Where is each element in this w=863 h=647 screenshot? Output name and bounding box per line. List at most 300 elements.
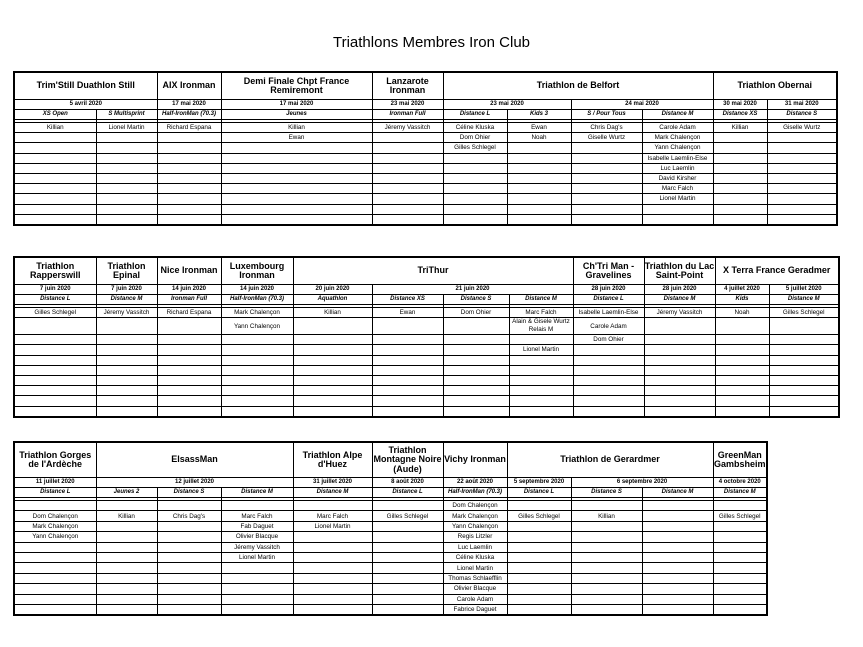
participant-cell xyxy=(372,386,443,396)
participant-cell xyxy=(293,375,372,385)
participant-cell xyxy=(642,511,713,521)
participant-cell xyxy=(713,173,767,183)
participant-cell xyxy=(14,153,96,163)
participant-cell xyxy=(767,153,837,163)
participant-cell xyxy=(157,133,221,143)
event-date: 23 mai 2020 xyxy=(443,100,571,110)
participant-cell: Marc Falch xyxy=(293,511,372,521)
participant-cell xyxy=(713,563,767,573)
event-date: 21 juin 2020 xyxy=(372,285,573,295)
participant-cell xyxy=(372,604,443,615)
participant-row xyxy=(14,184,837,194)
participant-cell: Chris Dag's xyxy=(157,511,221,521)
participant-cell xyxy=(507,143,571,153)
participant-row xyxy=(14,355,839,365)
participant-cell: Olivier Blacque xyxy=(443,584,507,594)
participant-cell xyxy=(157,552,221,562)
participant-cell xyxy=(644,355,715,365)
participant-cell xyxy=(509,335,573,345)
participant-cell xyxy=(713,133,767,143)
participant-cell xyxy=(507,542,571,552)
event-header-luxembourg-ironman: Luxembourg Ironman xyxy=(221,257,293,285)
participant-cell xyxy=(221,355,293,365)
participant-cell: Richard Espana xyxy=(157,308,221,318)
distance-type: Distance S xyxy=(157,488,221,498)
participant-cell xyxy=(96,133,157,143)
participant-cell xyxy=(372,532,443,542)
event-header-nice-ironman: Nice Ironman xyxy=(157,257,221,285)
participant-cell xyxy=(571,604,642,615)
participant-cell xyxy=(715,386,769,396)
participant-cell xyxy=(644,375,715,385)
participant-cell xyxy=(443,386,509,396)
participant-cell xyxy=(507,153,571,163)
participant-cell: Olivier Blacque xyxy=(221,532,293,542)
participant-cell xyxy=(293,584,372,594)
participant-cell xyxy=(769,386,839,396)
participant-cell xyxy=(571,184,642,194)
participant-cell: Killian xyxy=(713,123,767,133)
participant-cell xyxy=(571,532,642,542)
distance-type: Ironman Full xyxy=(372,110,443,120)
distance-type: Distance XS xyxy=(713,110,767,120)
participant-cell xyxy=(96,214,157,225)
event-header-trim-still-duathlon-still: Trim'Still Duathlon Still xyxy=(14,72,157,100)
participant-cell xyxy=(713,153,767,163)
participant-cell xyxy=(96,204,157,214)
participant-cell xyxy=(715,355,769,365)
participant-cell: Lionel Martin xyxy=(642,194,713,204)
participant-cell xyxy=(443,365,509,375)
participant-cell xyxy=(221,153,372,163)
participant-cell xyxy=(157,375,221,385)
participant-cell xyxy=(157,604,221,615)
participant-cell xyxy=(507,204,571,214)
distance-type: Half-IronMan (70.3) xyxy=(157,110,221,120)
participant-cell xyxy=(157,163,221,173)
participant-cell xyxy=(443,163,507,173)
participant-row xyxy=(14,308,839,318)
participant-cell xyxy=(157,584,221,594)
participant-cell xyxy=(507,552,571,562)
participant-cell: Dom Ohier xyxy=(443,308,509,318)
event-header-aix-ironman: AIX Ironman xyxy=(157,72,221,100)
distance-type: Distance M xyxy=(713,488,767,498)
participant-cell xyxy=(713,184,767,194)
participant-cell xyxy=(509,396,573,406)
participant-cell xyxy=(644,406,715,417)
participant-cell xyxy=(767,163,837,173)
distance-type: Kids 3 xyxy=(507,110,571,120)
participant-cell xyxy=(96,532,157,542)
participant-cell xyxy=(14,214,96,225)
participant-cell xyxy=(96,184,157,194)
participant-cell: Carole Adam xyxy=(642,123,713,133)
events-table-1 xyxy=(13,71,838,226)
participant-row xyxy=(14,335,839,345)
event-date: 8 août 2020 xyxy=(372,478,443,488)
participant-cell: Yann Chalençon xyxy=(221,318,293,335)
distance-type: Distance M xyxy=(221,488,293,498)
event-header-triathlon-alpe-d-huez: Triathlon Alpe d'Huez xyxy=(293,442,372,478)
participant-cell xyxy=(221,386,293,396)
participant-cell xyxy=(372,396,443,406)
page-title: Triathlons Membres Iron Club xyxy=(332,34,530,51)
participant-row xyxy=(14,521,767,531)
participant-cell: Carole Adam xyxy=(443,594,507,604)
participant-cell xyxy=(157,406,221,417)
participant-row xyxy=(14,204,837,214)
participant-cell xyxy=(14,163,96,173)
participant-cell xyxy=(507,214,571,225)
event-date: 31 juillet 2020 xyxy=(293,478,372,488)
participant-cell xyxy=(157,143,221,153)
participant-cell: Jéremy Vassitch xyxy=(221,542,293,552)
event-header-triathlon-montagne-noire-aude: Triathlon Montagne Noire (Aude) xyxy=(372,442,443,478)
event-header-demi-finale-chpt-france-remiremont: Demi Finale Chpt France Remiremont xyxy=(221,72,372,100)
participant-cell: Giselle Wurtz xyxy=(571,133,642,143)
participant-cell: Marc Falch xyxy=(642,184,713,194)
participant-cell xyxy=(767,143,837,153)
participant-cell: Mark Chalençon xyxy=(642,133,713,143)
distance-type: XS Open xyxy=(14,110,96,120)
participant-cell xyxy=(372,173,443,183)
participant-cell xyxy=(713,163,767,173)
event-header-ch-tri-man-gravelines: Ch'Tri Man - Gravelines xyxy=(573,257,644,285)
participant-cell xyxy=(372,345,443,355)
participant-cell xyxy=(644,335,715,345)
participant-row xyxy=(14,563,767,573)
participant-cell xyxy=(14,184,96,194)
participant-cell xyxy=(644,365,715,375)
participant-cell xyxy=(767,173,837,183)
participant-cell xyxy=(507,501,571,511)
participant-cell xyxy=(157,386,221,396)
event-header-lanzarote-ironman: Lanzarote Ironman xyxy=(372,72,443,100)
participant-cell xyxy=(767,133,837,143)
participant-cell xyxy=(372,153,443,163)
participant-cell: Gilles Schlegel xyxy=(372,511,443,521)
participant-cell xyxy=(509,375,573,385)
participant-cell: Céline Kluska xyxy=(443,123,507,133)
participant-row xyxy=(14,173,837,183)
distance-type: Distance M xyxy=(293,488,372,498)
participant-cell xyxy=(713,204,767,214)
event-header-x-terra-france-geradmer: X Terra France Geradmer xyxy=(715,257,839,285)
participant-cell xyxy=(293,532,372,542)
event-header-triathlon-epinal: Triathlon Epinal xyxy=(96,257,157,285)
event-date: 20 juin 2020 xyxy=(293,285,372,295)
distance-type: Distance XS xyxy=(372,295,443,305)
participant-row xyxy=(14,143,837,153)
event-header-triathlon-de-gerardmer: Triathlon de Gerardmer xyxy=(507,442,713,478)
distance-type: Jeunes 2 xyxy=(96,488,157,498)
event-date: 5 avril 2020 xyxy=(14,100,157,110)
participant-cell xyxy=(96,345,157,355)
participant-cell xyxy=(221,214,372,225)
participant-cell: Giselle Wurtz xyxy=(767,123,837,133)
participant-cell xyxy=(507,521,571,531)
participant-cell xyxy=(96,355,157,365)
participant-cell xyxy=(372,355,443,365)
event-header-triathlon-gorges-de-l-ardeche: Triathlon Gorges de l'Ardèche xyxy=(14,442,96,478)
participant-cell: Gilles Schlegel xyxy=(507,511,571,521)
distance-type: Distance L xyxy=(372,488,443,498)
participant-cell: Jéremy Vassitch xyxy=(644,308,715,318)
participant-cell xyxy=(14,584,96,594)
participant-cell xyxy=(644,396,715,406)
participant-cell xyxy=(14,542,96,552)
participant-cell xyxy=(443,204,507,214)
participant-cell xyxy=(573,406,644,417)
distance-type: Distance S xyxy=(443,295,509,305)
participant-cell xyxy=(642,552,713,562)
participant-cell xyxy=(14,355,96,365)
participant-cell xyxy=(769,365,839,375)
participant-cell xyxy=(221,184,372,194)
participant-row xyxy=(14,501,767,511)
event-header-trithur: TriThur xyxy=(293,257,573,285)
participant-cell xyxy=(372,594,443,604)
event-header-triathlon-du-lac-saint-point: Triathlon du Lac Saint-Point xyxy=(644,257,715,285)
participant-cell xyxy=(221,375,293,385)
participant-cell xyxy=(221,604,293,615)
participant-cell xyxy=(157,563,221,573)
participant-cell xyxy=(221,584,293,594)
participant-cell xyxy=(221,204,372,214)
participant-cell xyxy=(507,194,571,204)
participant-cell xyxy=(293,386,372,396)
participant-cell xyxy=(642,604,713,615)
participant-cell xyxy=(157,184,221,194)
event-date: 12 juillet 2020 xyxy=(96,478,293,488)
participant-cell: Yann Chalençon xyxy=(642,143,713,153)
event-date: 5 juillet 2020 xyxy=(769,285,839,295)
participant-cell xyxy=(715,375,769,385)
participant-row xyxy=(14,552,767,562)
participant-cell: Noah xyxy=(507,133,571,143)
distance-type: Kids xyxy=(715,295,769,305)
distance-type: Ironman Full xyxy=(157,295,221,305)
event-date: 14 juin 2020 xyxy=(157,285,221,295)
participant-row xyxy=(14,406,839,417)
participant-cell xyxy=(221,396,293,406)
participant-cell: Ewan xyxy=(507,123,571,133)
participant-cell xyxy=(96,386,157,396)
participant-row xyxy=(14,396,839,406)
distance-type: Half-IronMan (70.3) xyxy=(443,488,507,498)
event-date: 24 mai 2020 xyxy=(571,100,713,110)
participant-cell xyxy=(14,345,96,355)
participant-row xyxy=(14,594,767,604)
participant-cell xyxy=(293,318,372,335)
participant-cell xyxy=(769,355,839,365)
participant-cell xyxy=(14,194,96,204)
participant-row xyxy=(14,375,839,385)
participant-cell xyxy=(713,542,767,552)
participant-cell xyxy=(14,396,96,406)
event-date: 30 mai 2020 xyxy=(713,100,767,110)
participant-cell xyxy=(769,318,839,335)
participant-cell xyxy=(221,163,372,173)
participant-cell xyxy=(293,501,372,511)
participant-cell xyxy=(157,365,221,375)
participant-cell xyxy=(14,573,96,583)
participant-cell xyxy=(14,375,96,385)
participant-cell xyxy=(769,396,839,406)
participant-row xyxy=(14,365,839,375)
participant-cell: Dom Ohier xyxy=(443,133,507,143)
participant-cell xyxy=(157,573,221,583)
participant-cell xyxy=(713,552,767,562)
participant-cell: Regis Litzler xyxy=(443,532,507,542)
participant-row xyxy=(14,214,837,225)
event-date: 7 juin 2020 xyxy=(14,285,96,295)
participant-cell: Jéremy Vassitch xyxy=(96,308,157,318)
participant-cell xyxy=(14,143,96,153)
participant-cell xyxy=(221,194,372,204)
distance-type: Distance L xyxy=(573,295,644,305)
participant-cell xyxy=(507,594,571,604)
participant-cell xyxy=(372,563,443,573)
participant-cell: Isabelle Laemlin-Else xyxy=(573,308,644,318)
participant-cell xyxy=(573,355,644,365)
participant-cell xyxy=(293,355,372,365)
participant-cell xyxy=(96,584,157,594)
participant-cell: Killian xyxy=(221,123,372,133)
event-date: 4 juillet 2020 xyxy=(715,285,769,295)
participant-cell xyxy=(157,501,221,511)
participant-cell xyxy=(443,173,507,183)
participant-cell xyxy=(293,406,372,417)
event-date: 17 mai 2020 xyxy=(157,100,221,110)
participant-cell: Gilles Schlegel xyxy=(443,143,507,153)
event-header-vichy-ironman: Vichy Ironman xyxy=(443,442,507,478)
participant-cell xyxy=(14,365,96,375)
event-date: 28 juin 2020 xyxy=(573,285,644,295)
participant-cell xyxy=(96,194,157,204)
event-date: 28 juin 2020 xyxy=(644,285,715,295)
participant-cell xyxy=(372,375,443,385)
participant-cell xyxy=(713,604,767,615)
participant-cell xyxy=(507,563,571,573)
participant-cell: Killian xyxy=(571,511,642,521)
participant-cell xyxy=(157,521,221,531)
participant-cell xyxy=(157,335,221,345)
participant-cell xyxy=(573,386,644,396)
participant-cell: Carole Adam xyxy=(573,318,644,335)
participant-cell xyxy=(573,345,644,355)
participant-cell xyxy=(372,184,443,194)
participant-cell xyxy=(221,563,293,573)
participant-cell: Gilles Schlegel xyxy=(769,308,839,318)
event-date: 7 juin 2020 xyxy=(96,285,157,295)
participant-cell: Ewan xyxy=(221,133,372,143)
event-date: 31 mai 2020 xyxy=(767,100,837,110)
participant-cell xyxy=(715,345,769,355)
participant-cell: Ewan xyxy=(372,308,443,318)
participant-cell xyxy=(571,521,642,531)
participant-cell xyxy=(14,552,96,562)
participant-cell xyxy=(157,204,221,214)
participant-cell xyxy=(713,594,767,604)
participant-cell xyxy=(713,573,767,583)
participant-cell xyxy=(157,194,221,204)
participant-cell xyxy=(642,584,713,594)
participant-cell: Mark Chalençon xyxy=(221,308,293,318)
participant-cell xyxy=(372,133,443,143)
participant-row xyxy=(14,153,837,163)
participant-cell xyxy=(715,335,769,345)
participant-cell: Killian xyxy=(96,511,157,521)
participant-row xyxy=(14,573,767,583)
participant-cell xyxy=(571,143,642,153)
participant-cell xyxy=(715,406,769,417)
participant-cell: Luc Laemlin xyxy=(642,163,713,173)
participant-cell xyxy=(571,163,642,173)
participant-cell xyxy=(221,335,293,345)
participant-cell: Richard Espana xyxy=(157,123,221,133)
participant-cell xyxy=(372,584,443,594)
participant-cell xyxy=(644,318,715,335)
participant-cell xyxy=(157,542,221,552)
participant-cell xyxy=(507,532,571,542)
participant-cell xyxy=(571,552,642,562)
participant-cell xyxy=(14,501,96,511)
distance-type: Distance M xyxy=(642,488,713,498)
distance-type: Distance L xyxy=(14,295,96,305)
distance-type: Distance M xyxy=(96,295,157,305)
distance-type: Distance L xyxy=(443,110,507,120)
participant-cell xyxy=(157,355,221,365)
participant-cell xyxy=(96,521,157,531)
participant-cell xyxy=(644,345,715,355)
participant-cell xyxy=(443,153,507,163)
distance-type: Jeunes xyxy=(221,110,372,120)
participant-cell xyxy=(96,604,157,615)
participant-cell xyxy=(96,318,157,335)
participant-cell xyxy=(157,532,221,542)
distance-type: Distance S xyxy=(767,110,837,120)
participant-cell xyxy=(571,204,642,214)
participant-cell xyxy=(642,563,713,573)
participant-cell xyxy=(96,406,157,417)
participant-cell xyxy=(293,604,372,615)
participant-cell xyxy=(715,318,769,335)
participant-cell xyxy=(372,365,443,375)
participant-cell xyxy=(96,173,157,183)
participant-cell xyxy=(293,563,372,573)
participant-cell xyxy=(573,365,644,375)
participant-cell xyxy=(642,214,713,225)
event-date: 4 octobre 2020 xyxy=(713,478,767,488)
participant-cell xyxy=(157,345,221,355)
participant-cell xyxy=(713,584,767,594)
participant-cell xyxy=(14,604,96,615)
participant-cell xyxy=(293,573,372,583)
participant-cell: Fab Daguet xyxy=(221,521,293,531)
participant-cell: Fabrice Daguet xyxy=(443,604,507,615)
participant-cell xyxy=(157,396,221,406)
distance-type: Half-IronMan (70.3) xyxy=(221,295,293,305)
participant-cell xyxy=(14,173,96,183)
distance-type: Distance M xyxy=(644,295,715,305)
participant-cell xyxy=(571,194,642,204)
participant-cell xyxy=(573,396,644,406)
participant-cell: David Kirsher xyxy=(642,173,713,183)
participant-cell xyxy=(293,594,372,604)
participant-row xyxy=(14,345,839,355)
